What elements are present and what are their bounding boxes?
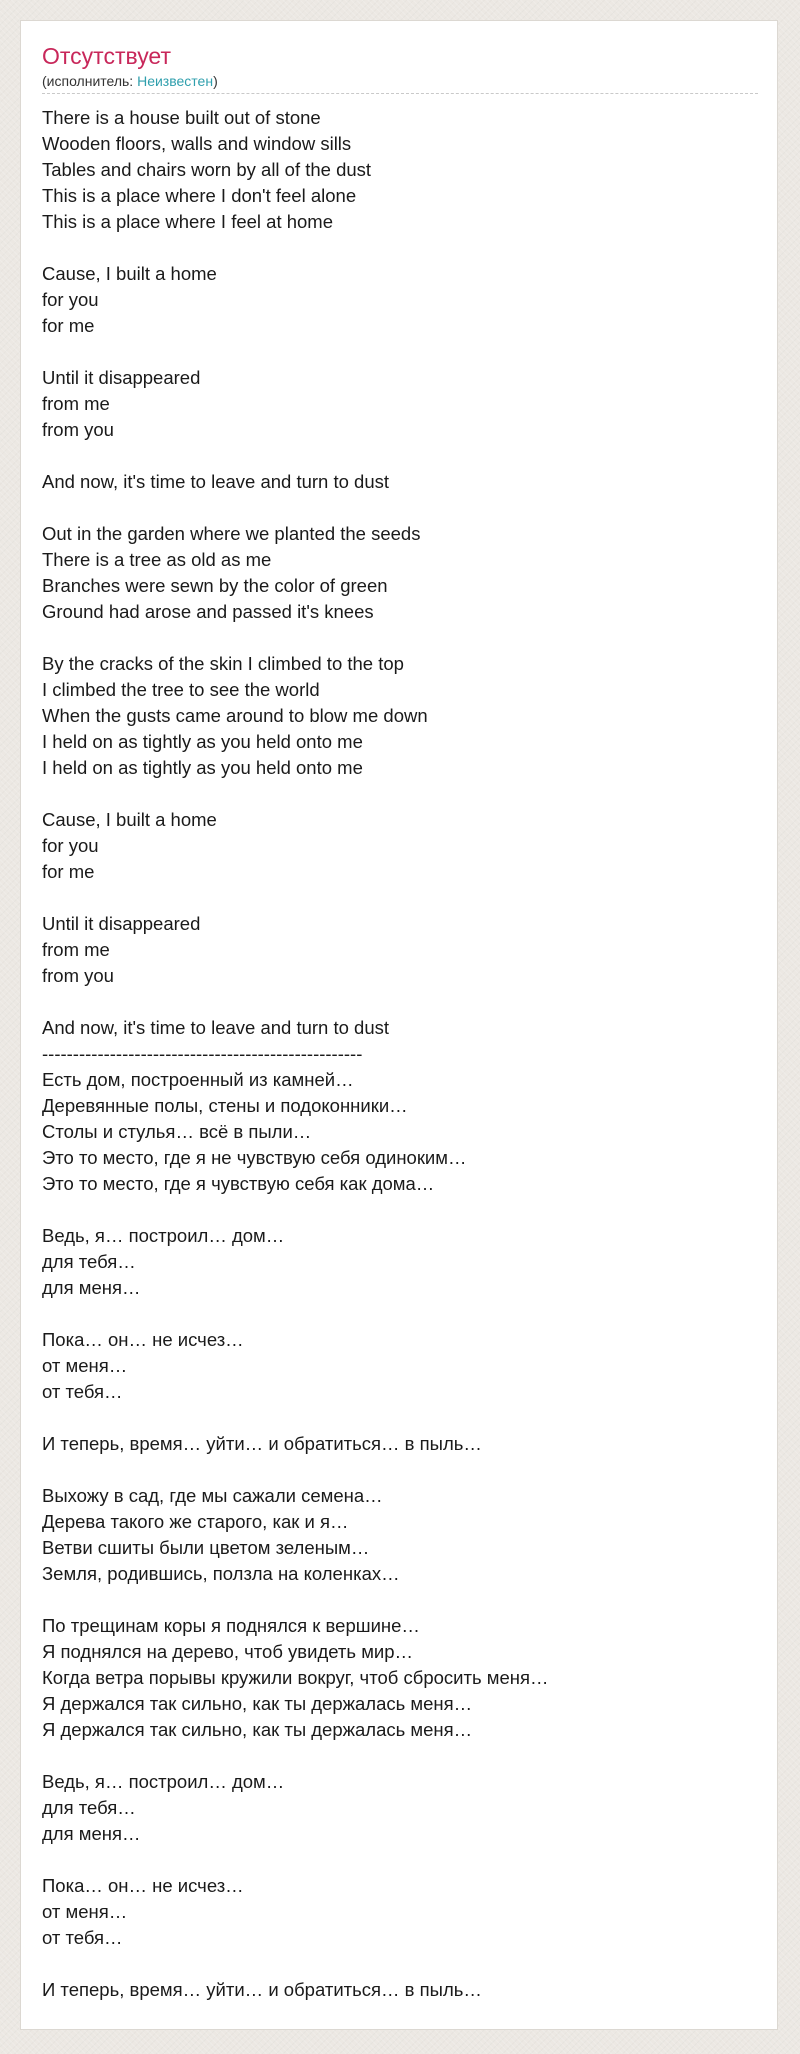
lyrics-line: Я держался так сильно, как ты держалась меня…: [42, 1693, 473, 1714]
lyrics-card: [20, 20, 778, 2030]
lyrics-blank-line: [42, 495, 758, 521]
lyrics-line: When the gusts came around to blow me down: [42, 705, 428, 726]
artist-prefix: (исполнитель:: [42, 73, 138, 89]
lyrics-blank-line: [42, 989, 758, 1015]
lyrics-line: Когда ветра порывы кружили вокруг, чтоб сбросить меня…: [42, 1667, 549, 1688]
lyrics-line: for you: [42, 289, 99, 310]
lyrics-line: от меня…: [42, 1355, 128, 1376]
lyrics-line: для тебя…: [42, 1251, 136, 1272]
lyrics-line: Cause, I built a home: [42, 263, 217, 284]
lyrics-line: from you: [42, 419, 114, 440]
lyrics-blank-line: [42, 1951, 758, 1977]
lyrics-blank-line: [42, 1405, 758, 1431]
artist-suffix: ): [213, 73, 218, 89]
lyrics-line: from me: [42, 939, 110, 960]
lyrics-body: [42, 105, 758, 2003]
lyrics-line: Это то место, где я чувствую себя как дома…: [42, 1173, 435, 1194]
lyrics-blank-line: [42, 1197, 758, 1223]
lyrics-line: Until it disappeared: [42, 913, 201, 934]
lyrics-line: ----------------------------------------------------: [42, 1043, 363, 1064]
lyrics-line: Branches were sewn by the color of green: [42, 575, 388, 596]
lyrics-line: from you: [42, 965, 114, 986]
lyrics-line: Tables and chairs worn by all of the dust: [42, 159, 372, 180]
lyrics-line: Ведь, я… построил… дом…: [42, 1225, 285, 1246]
lyrics-line: And now, it's time to leave and turn to dust: [42, 471, 390, 492]
artist-link[interactable]: Неизвестен: [137, 73, 214, 89]
lyrics-blank-line: [42, 235, 758, 261]
lyrics-line: Cause, I built a home: [42, 809, 217, 830]
lyrics-line: This is a place where I don't feel alone: [42, 185, 357, 206]
lyrics-line: для меня…: [42, 1277, 141, 1298]
lyrics-line: for me: [42, 861, 95, 882]
lyrics-blank-line: [42, 781, 758, 807]
lyrics-line: Дерева такого же старого, как и я…: [42, 1511, 349, 1532]
lyrics-blank-line: [42, 885, 758, 911]
lyrics-blank-line: [42, 1457, 758, 1483]
lyrics-blank-line: [42, 1743, 758, 1769]
lyrics-line: от меня…: [42, 1901, 128, 1922]
lyrics-line: Ведь, я… построил… дом…: [42, 1771, 285, 1792]
lyrics-line: from me: [42, 393, 110, 414]
lyrics-line: There is a tree as old as me: [42, 549, 272, 570]
lyrics-line: от тебя…: [42, 1927, 123, 1948]
lyrics-line: for you: [42, 835, 99, 856]
lyrics-line: for me: [42, 315, 95, 336]
lyrics-line: Out in the garden where we planted the seeds: [42, 523, 421, 544]
lyrics-line: Я держался так сильно, как ты держалась меня…: [42, 1719, 473, 1740]
lyrics-blank-line: [42, 625, 758, 651]
lyrics-line: Ground had arose and passed it's knees: [42, 601, 374, 622]
lyrics-blank-line: [42, 1847, 758, 1873]
lyrics-line: Пока… он… не исчез…: [42, 1329, 244, 1350]
lyrics-line: Деревянные полы, стены и подоконники…: [42, 1095, 408, 1116]
lyrics-line: I climbed the tree to see the world: [42, 679, 320, 700]
lyrics-line: By the cracks of the skin I climbed to the top: [42, 653, 404, 674]
lyrics-line: Есть дом, построенный из камней…: [42, 1069, 354, 1090]
lyrics-blank-line: [42, 1587, 758, 1613]
lyrics-line: По трещинам коры я поднялся к вершине…: [42, 1615, 420, 1636]
lyrics-blank-line: [42, 443, 758, 469]
artist-line: [42, 73, 218, 90]
lyrics-line: Until it disappeared: [42, 367, 201, 388]
lyrics-line: для тебя…: [42, 1797, 136, 1818]
lyrics-blank-line: [42, 1301, 758, 1327]
lyrics-line: Это то место, где я не чувствую себя одиноким…: [42, 1147, 467, 1168]
lyrics-line: И теперь, время… уйти… и обратиться… в пыль…: [42, 1979, 482, 2000]
lyrics-line: Выхожу в сад, где мы сажали семена…: [42, 1485, 383, 1506]
lyrics-line: I held on as tightly as you held onto me: [42, 757, 363, 778]
lyrics-line: Земля, родившись, ползла на коленках…: [42, 1563, 400, 1584]
lyrics-line: И теперь, время… уйти… и обратиться… в пыль…: [42, 1433, 482, 1454]
lyrics-line: I held on as tightly as you held onto me: [42, 731, 363, 752]
lyrics-line: от тебя…: [42, 1381, 123, 1402]
lyrics-line: Ветви сшиты были цветом зеленым…: [42, 1537, 370, 1558]
lyrics-line: There is a house built out of stone: [42, 107, 321, 128]
lyrics-blank-line: [42, 339, 758, 365]
lyrics-line: для меня…: [42, 1823, 141, 1844]
lyrics-line: Я поднялся на дерево, чтоб увидеть мир…: [42, 1641, 414, 1662]
song-title: Отсутствует: [42, 43, 171, 69]
lyrics-line: Wooden floors, walls and window sills: [42, 133, 352, 154]
lyrics-line: This is a place where I feel at home: [42, 211, 334, 232]
header-divider: [42, 93, 758, 94]
lyrics-line: And now, it's time to leave and turn to dust: [42, 1017, 390, 1038]
lyrics-line: Пока… он… не исчез…: [42, 1875, 244, 1896]
lyrics-line: Столы и стулья… всё в пыли…: [42, 1121, 312, 1142]
